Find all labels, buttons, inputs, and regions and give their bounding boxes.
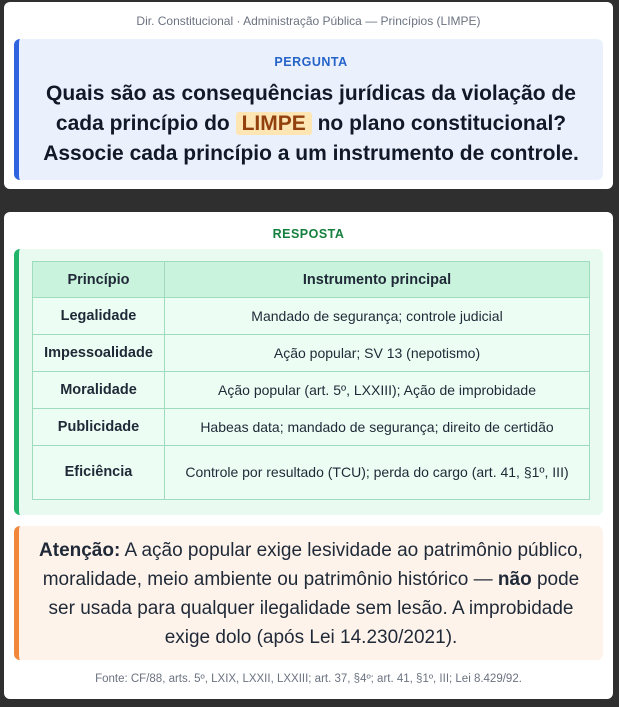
question-line-2-before: cada princípio do — [55, 112, 230, 135]
warning-box — [14, 526, 603, 660]
table-row — [33, 335, 590, 372]
answer-box — [14, 249, 603, 515]
principle-cell: Publicidade — [33, 409, 165, 446]
instrument-cell: Habeas data; mandado de segurança; direito de certidão — [165, 409, 590, 446]
instrument-cell: Controle por resultado (TCU); perda do cargo (art. 41, §1º, III) — [165, 446, 590, 500]
instrument-cell: Ação popular (art. 5º, LXXIII); Ação de improbidade — [165, 372, 590, 409]
question-card — [4, 2, 613, 189]
principles-table — [32, 261, 590, 500]
column-header: Princípio — [33, 262, 165, 298]
table-row — [33, 409, 590, 446]
warning-text-2: pode ser usada para qualquer ilegalidade sem lesão. A improbidade exige dolo (após Lei 14.230/2021). — [48, 569, 580, 648]
source-note: Fonte: CF/88, arts. 5º, LXIX, LXXII, LXXIII; art. 37, §4º; art. 41, §1º, III; Lei 8.429/92. — [95, 673, 522, 685]
answer-card — [4, 212, 613, 699]
table-row — [33, 372, 590, 409]
table-row — [33, 298, 590, 335]
instrument-cell: Ação popular; SV 13 (nepotismo) — [165, 335, 590, 372]
breadcrumb: Dir. Constitucional · Administração Pública — Princípios (LIMPE) — [136, 14, 481, 28]
question-box — [14, 39, 603, 180]
question-line-2-after: no plano constitucional? — [317, 112, 567, 135]
table-header-row — [33, 262, 590, 298]
question-line-3: Associe cada princípio a um instrumento de controle. — [43, 142, 579, 165]
answer-label: RESPOSTA — [272, 227, 345, 241]
question-text — [33, 79, 589, 169]
question-line-1: Quais são as consequências jurídicas da violação de — [46, 82, 576, 105]
table-row — [33, 446, 590, 500]
limpe-highlight: LIMPE — [236, 112, 312, 135]
principle-cell: Moralidade — [33, 372, 165, 409]
question-label: PERGUNTA — [274, 55, 348, 69]
instrument-cell: Mandado de segurança; controle judicial — [165, 298, 590, 335]
warning-emphasis: não — [497, 569, 532, 590]
column-header: Instrumento principal — [165, 262, 590, 298]
principle-cell: Impessoalidade — [33, 335, 165, 372]
principle-cell: Legalidade — [33, 298, 165, 335]
warning-text-1: A ação popular exige lesividade ao patrimônio público, moralidade, meio ambiente ou patrimônio histórico — — [42, 540, 583, 590]
principle-cell: Eficiência — [33, 446, 165, 500]
warning-prefix: Atenção: — [39, 540, 121, 561]
